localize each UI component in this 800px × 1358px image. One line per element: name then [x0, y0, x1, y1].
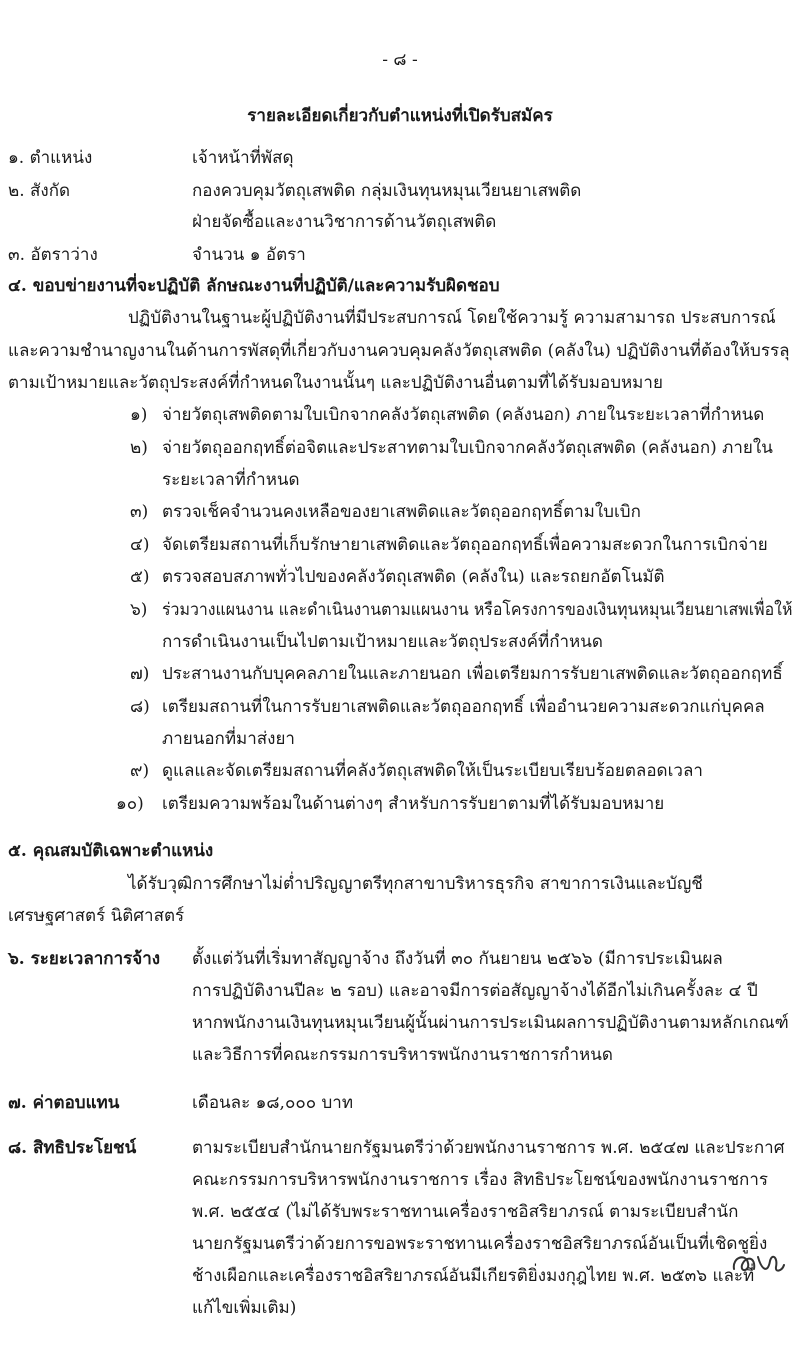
- duty-number: ๑๐): [116, 794, 144, 814]
- duty-number: ๒): [130, 438, 148, 458]
- page-title: รายละเอียดเกี่ยวกับตำแหน่งที่เปิดรับสมัคร: [247, 106, 553, 126]
- duty-number: ๓): [130, 502, 149, 522]
- duty-text: จ่ายวัตถุเสพติดตามใบเบิกจากคลังวัตถุเสพติด (คลังนอก) ภายในระยะเวลาที่กำหนด: [162, 405, 765, 425]
- duty-number: ๗): [130, 664, 150, 684]
- section-8-line: คณะกรรมการบริหารพนักงานราชการ เรื่อง สิทธิประโยชน์ของพนักงานราชการ: [192, 1170, 769, 1190]
- duty-text: จัดเตรียมสถานที่เก็บรักษายาเสพติดและวัตถุออกฤทธิ์เพื่อความสะดวกในการเบิกจ่าย: [162, 535, 768, 555]
- duty-text: เตรียมสถานที่ในการรับยาเสพติดและวัตถุออกฤทธิ์ เพื่ออำนวยความสะดวกแก่บุคคล: [162, 697, 765, 717]
- duty-text-continued: ภายนอกที่มาส่งยา: [162, 729, 295, 749]
- section-2-line-1: กองควบคุมวัตถุเสพติด กลุ่มเงินทุนหมุนเวียนยาเสพติด: [192, 181, 582, 201]
- section-7-value: เดือนละ ๑๘,๐๐๐ บาท: [192, 1093, 354, 1113]
- duty-number: ๕): [130, 567, 150, 587]
- section-8-line: ตามระเบียบสำนักนายกรัฐมนตรีว่าด้วยพนักงานราชการ พ.ศ. ๒๕๔๗ และประกาศ: [192, 1138, 785, 1158]
- duty-number: ๖): [130, 600, 148, 620]
- duty-text: เตรียมความพร้อมในด้านต่างๆ สำหรับการรับยาตามที่ได้รับมอบหมาย: [162, 794, 665, 814]
- section-5-line: เศรษฐศาสตร์ นิติศาสตร์: [8, 906, 185, 926]
- section-6-line: ตั้งแต่วันที่เริ่มทาสัญญาจ้าง ถึงวันที่ ๓๐ กันยายน ๒๕๖๖ (มีการประเมินผล: [192, 949, 723, 969]
- section-1-label: ๑. ตำแหน่ง: [8, 148, 93, 168]
- signature-stroke: [734, 1257, 784, 1271]
- duty-text: ร่วมวางแผนงาน และดำเนินงานตามแผนงาน หรือโครงการของเงินทุนหมุนเวียนยาเสพเพื่อให้: [162, 600, 793, 620]
- duty-text: ดูแลและจัดเตรียมสถานที่คลังวัตถุเสพติดให้เป็นระเบียบเรียบร้อยตลอดเวลา: [162, 761, 703, 781]
- section-6-line: การปฏิบัติงานปีละ ๒ รอบ) และอาจมีการต่อสัญญาจ้างได้อีกไม่เกินครั้งละ ๔ ปี: [192, 981, 758, 1001]
- section-2-line-2: ฝ่ายจัดซื้อและงานวิชาการด้านวัตถุเสพติด: [192, 212, 497, 232]
- section-8-line: แก้ไขเพิ่มเติม): [192, 1298, 297, 1318]
- section-6-line: หากพนักงานเงินทุนหมุนเวียนผู้นั้นผ่านการประเมินผลการปฏิบัติงานตามหลักเกณฑ์: [192, 1013, 789, 1033]
- duty-text: ตรวจเช็คจำนวนคงเหลือของยาเสพติดและวัตถุออกฤทธิ์ตามใบเบิก: [162, 502, 641, 522]
- duty-number: ๘): [130, 697, 150, 717]
- section-3-label: ๓. อัตราว่าง: [8, 245, 98, 265]
- section-6-label: ๖. ระยะเวลาการจ้าง: [8, 949, 161, 969]
- section-8-line: ช้างเผือกและเครื่องราชอิสริยาภรณ์อันมีเกียรติยิ่งมงกุฎไทย พ.ศ. ๒๕๓๖ และที่: [192, 1266, 755, 1286]
- duty-text: ตรวจสอบสภาพทั่วไปของคลังวัตถุเสพติด (คลังใน) และรถยกอัตโนมัติ: [162, 567, 665, 587]
- page-number: - ๘ -: [382, 50, 418, 70]
- duty-text: จ่ายวัตถุออกฤทธิ์ต่อจิตและประสาทตามใบเบิกจากคลังวัตถุเสพติด (คลังนอก) ภายใน: [162, 438, 773, 458]
- section-4-heading: ๔. ขอบข่ายงานที่จะปฏิบัติ ลักษณะงานที่ปฏิบัติ/และความรับผิดชอบ: [8, 276, 500, 296]
- section-4-paragraph-line: และความชำนาญงานในด้านการพัสดุที่เกี่ยวกับงานควบคุมคลังวัตถุเสพติด (คลังใน) ปฏิบัติงานที่ต้องให้บรรลุ: [8, 341, 790, 361]
- duty-text-continued: การดำเนินงานเป็นไปตามเป้าหมายและวัตถุประสงค์ที่กำหนด: [162, 632, 603, 652]
- duty-number: ๙): [130, 761, 150, 781]
- section-4-paragraph-line: ปฏิบัติงานในฐานะผู้ปฏิบัติงานที่มีประสบการณ์ โดยใช้ความรู้ ความสามารถ ประสบการณ์: [128, 308, 776, 328]
- duty-number: ๔): [130, 535, 150, 555]
- section-5-line: ได้รับวุฒิการศึกษาไม่ต่ำปริญญาตรีทุกสาขาบริหารธุรกิจ สาขาการเงินและบัญชี: [128, 874, 703, 894]
- section-7-label: ๗. ค่าตอบแทน: [8, 1093, 120, 1113]
- section-8-line: นายกรัฐมนตรีว่าด้วยการขอพระราชทานเครื่องราชอิสริยาภรณ์อันเป็นที่เชิดชูยิ่ง: [192, 1234, 768, 1254]
- section-8-label: ๘. สิทธิประโยชน์: [8, 1138, 137, 1158]
- section-8-line: พ.ศ. ๒๕๕๔ (ไม่ได้รับพระราชทานเครื่องราชอิสริยาภรณ์ ตามระเบียบสำนัก: [192, 1202, 739, 1222]
- section-6-line: และวิธีการที่คณะกรรมการบริหารพนักงานราชการกำหนด: [192, 1045, 613, 1065]
- section-3-value: จำนวน ๑ อัตรา: [192, 245, 306, 265]
- section-5-heading: ๕. คุณสมบัติเฉพาะตำแหน่ง: [8, 841, 214, 861]
- section-1-value: เจ้าหน้าที่พัสดุ: [192, 148, 294, 168]
- section-2-label: ๒. สังกัด: [8, 181, 71, 201]
- duty-text-continued: ระยะเวลาที่กำหนด: [162, 470, 300, 490]
- section-4-paragraph-line: ตามเป้าหมายและวัตถุประสงค์ที่กำหนดในงานนั้นๆ และปฏิบัติงานอื่นตามที่ได้รับมอบหมาย: [8, 373, 663, 393]
- duty-text: ประสานงานกับบุคคลภายในและภายนอก เพื่อเตรียมการรับยาเสพติดและวัตถุออกฤทธิ์: [162, 664, 783, 684]
- duty-number: ๑): [130, 405, 148, 425]
- handwritten-initials: [728, 1243, 788, 1283]
